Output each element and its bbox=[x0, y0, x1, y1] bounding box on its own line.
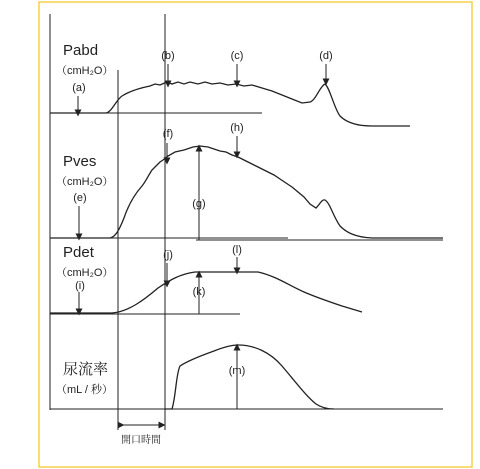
marker-b: (b) bbox=[161, 50, 175, 62]
marker-d: (d) bbox=[319, 50, 333, 62]
marker-f: (f) bbox=[162, 128, 174, 140]
pabd-title: Pabd bbox=[63, 42, 99, 59]
pves-curve bbox=[50, 146, 443, 238]
marker-j: (j) bbox=[163, 249, 173, 261]
marker-m: (m) bbox=[228, 365, 246, 377]
marker-c: (c) bbox=[230, 50, 244, 62]
pves-title: Pves bbox=[63, 153, 97, 170]
flow-unit: （mL / 秒） bbox=[56, 384, 114, 396]
marker-g: (g) bbox=[192, 198, 206, 210]
flow-curve bbox=[165, 345, 334, 409]
marker-a: (a) bbox=[72, 82, 86, 94]
flow-title: 尿流率 bbox=[63, 361, 109, 378]
pdet-unit: （cmH₂O） bbox=[56, 267, 114, 279]
marker-k: (k) bbox=[192, 286, 206, 298]
marker-i: (i) bbox=[75, 280, 85, 292]
pabd-curve bbox=[50, 82, 410, 126]
pves-unit: （cmH₂O） bbox=[56, 176, 114, 188]
opening-time-label: 開口時間 bbox=[121, 435, 161, 446]
marker-h: (h) bbox=[230, 122, 244, 134]
marker-e: (e) bbox=[73, 192, 87, 204]
pabd-unit: （cmH₂O） bbox=[56, 65, 114, 77]
marker-l: (l) bbox=[232, 244, 242, 256]
pdet-title: Pdet bbox=[63, 244, 94, 261]
